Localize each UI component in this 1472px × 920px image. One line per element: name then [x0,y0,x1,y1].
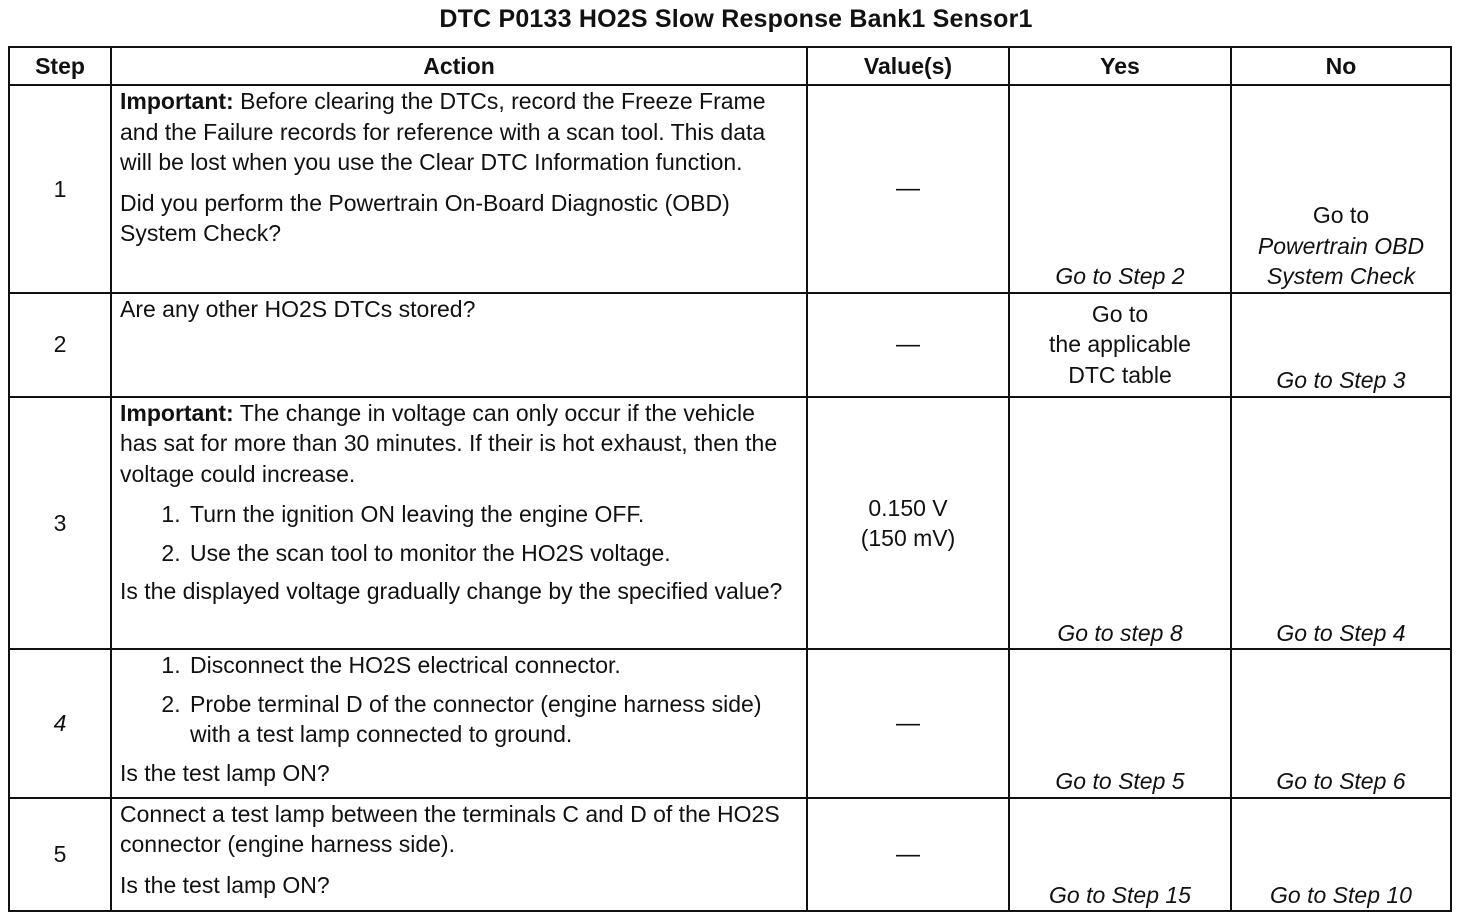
table-row [9,798,1451,911]
no-cell: Go to Step 4 [1231,397,1451,650]
table-row [9,397,1451,650]
header-yes: Yes [1009,47,1231,85]
important-note [120,86,798,178]
step-number: 1 [9,85,111,293]
important-note [120,398,798,490]
action-cell [111,798,807,911]
table-row [9,293,1451,397]
no-lead-text: Go to [1312,202,1370,228]
action-cell [111,85,807,293]
header-values: Value(s) [807,47,1009,85]
value-cell [807,85,1009,293]
substep-item: 2. Probe terminal D of the connector (engine harness side) with a test lamp connected to ground. [187,689,798,750]
step-number: 5 [9,798,111,911]
yes-cell: Go to Step 5 [1009,649,1231,797]
step-question: Are any other HO2S DTCs stored? [120,295,476,322]
substep-item: 1. Turn the ignition ON leaving the engine OFF. [187,499,798,530]
table-header-row [9,47,1451,85]
yes-line-3: DTC table [1068,361,1172,388]
action-cell [111,397,807,650]
step-instruction: Connect a test lamp between the terminals C and D of the HO2S connector (engine harness side). [120,800,780,858]
important-text: Before clearing the DTCs, record the Freeze Frame and the Failure records for reference with a scan tool. This data will be lost when you use the Clear DTC Information function. [120,88,766,175]
header-no: No [1231,47,1451,85]
substep-list [120,499,798,568]
header-action: Action [111,47,807,85]
important-label: Important: [120,88,234,114]
value-line-2: (150 mV) [860,525,956,552]
important-label: Important: [120,399,234,426]
page-title: DTC P0133 HO2S Slow Response Bank1 Sensor1 [439,5,1033,33]
yes-cell: Go to step 8 [1009,397,1231,650]
action-cell [111,293,807,397]
no-link-line-1: Powertrain OBD [1257,232,1425,259]
no-cell: Go to Step 6 [1231,649,1451,797]
table-row [9,649,1451,797]
yes-line-2: the applicable [1049,331,1191,357]
step-question: Is the test lamp ON? [120,871,330,898]
no-cell [1231,85,1451,293]
yes-cell: Go to Step 2 [1009,85,1231,293]
yes-line-1: Go to [1091,300,1149,327]
header-step: Step [9,47,111,85]
value-cell [807,293,1009,397]
no-cell: Go to Step 3 [1231,293,1451,397]
value-text: — [896,709,920,737]
no-cell: Go to Step 10 [1231,798,1451,911]
table-row [9,85,1451,293]
step-question: Did you perform the Powertrain On-Board Diagnostic (OBD) System Check? [120,189,730,246]
value-line-1: 0.150 V [868,494,948,521]
substep-item: 2. Use the scan tool to monitor the HO2S voltage. [187,538,798,569]
step-question: Is the test lamp ON? [120,759,330,786]
step-number: 2 [9,293,111,397]
diagnostic-table [8,46,1452,912]
step-number: 3 [9,397,111,650]
yes-cell: Go to Step 15 [1009,798,1231,911]
substep-item: 1. Disconnect the HO2S electrical connector. [187,650,798,681]
step-number: 4 [9,649,111,797]
no-link-line-2: System Check [1266,263,1416,289]
substep-list [120,650,798,750]
value-cell [807,397,1009,650]
value-text: — [896,330,920,358]
important-text: The change in voltage can only occur if the vehicle has sat for more than 30 minutes. If their is hot exhaust, then the voltage could increase. [120,399,778,487]
step-question: Is the displayed voltage gradually change by the specified value? [120,578,783,605]
value-text: — [896,175,920,202]
value-text: — [896,840,920,868]
action-cell [111,649,807,797]
yes-cell [1009,293,1231,397]
value-cell [807,798,1009,911]
value-cell [807,649,1009,797]
